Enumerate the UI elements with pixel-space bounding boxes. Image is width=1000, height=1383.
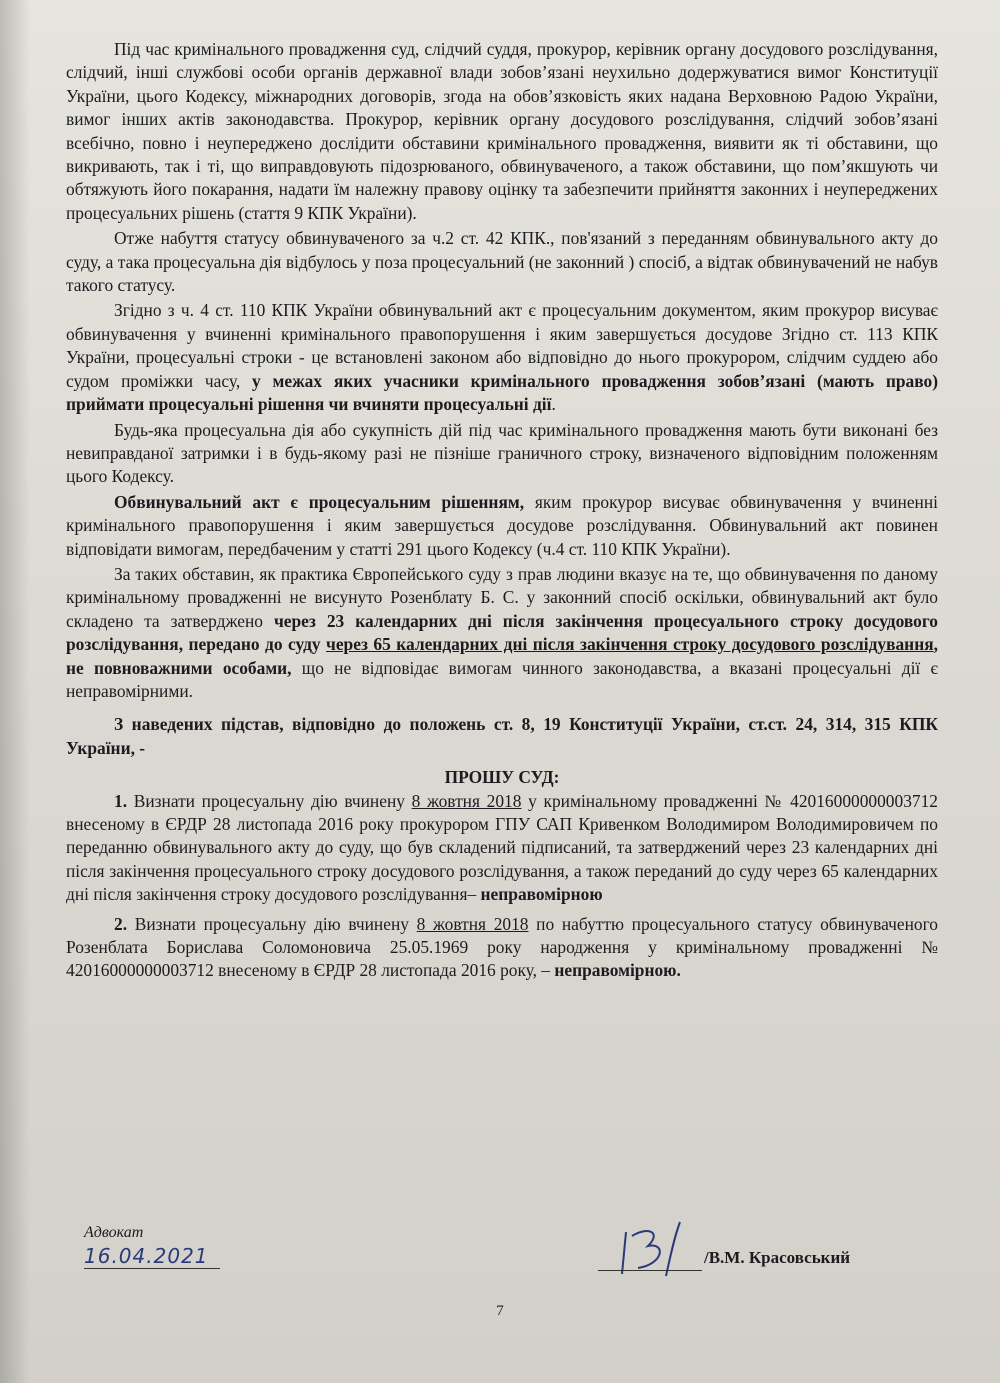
text-run: неправомірною. bbox=[554, 960, 681, 981]
text-run: Будь-яка процесуальна дія або сукупність дій під час кримінального провадження мають бути виконані без невиправданої затримки і в будь-якому разі не пізніше граничного строку, визначеного відповідним положенням цього Кодексу. bbox=[66, 419, 938, 487]
text-run: у кримінальному провадженні № 42016000000003712 внесеному в ЄРДР 28 листопада 2016 року прокурором ГПУ САП Кривенком Володимиром Володимировичем по переданню обвинувального акту до суду, що був складений підписаний, та затверджений через 23 календарних дні після закінчення процесуального строку досудового розслідування, а також переданий до суду через 65 календарних дні після закінчення строку досудового розслідування– bbox=[66, 790, 938, 905]
paragraph bbox=[66, 227, 938, 297]
paragraph bbox=[66, 299, 938, 416]
document-body bbox=[66, 38, 938, 983]
text-run: Визнати процесуальну дію вчинену bbox=[127, 790, 412, 811]
text-run: Обвинувальний акт є процесуальним рішенням, bbox=[114, 491, 525, 512]
page-number: 7 bbox=[496, 1303, 504, 1319]
text-run: через 23 календарних дні після закінчення процесуального строку досудового розслідування, передано до суду bbox=[66, 610, 938, 655]
signature-line bbox=[598, 1270, 702, 1271]
text-run: Під час кримінального провадження суд, слідчий суддя, прокурор, керівник органу досудового розслідування, слідчий, інші службові особи органів державної влади зобов’язані неухильно додержуватися вимог Конституції України, цього Кодексу, міжнародних договорів, згода на обов’язковість яких надана Верховною Радою України, вимог інших актів законодавства. Прокурор, керівник органу досудового розслідування, слідчий зобов’язані всебічно, повно і неупереджено дослідити обставини кримінального провадження, виявити як ті обставини, що викривають, так і ті, що виправдовують підозрюваного, обвинуваченого, а також обставини, що пом’якшують чи обтяжують його покарання, надати їм належну правову оцінку та забезпечити прийняття законних і неупереджених процесуальних рішень (стаття 9 КПК України). bbox=[66, 39, 938, 223]
paragraph bbox=[66, 419, 938, 489]
request-item bbox=[66, 790, 938, 907]
text-run: , не повноважними особами, bbox=[66, 634, 938, 678]
text-run: Визнати процесуальну дію вчинену bbox=[127, 913, 417, 934]
handwritten-date: 16.04.2021 bbox=[84, 1244, 220, 1269]
text-run: 2. bbox=[114, 913, 128, 934]
paragraph bbox=[66, 563, 938, 703]
paragraph bbox=[66, 713, 938, 760]
text-run: Згідно з ч. 4 ст. 110 КПК України обвинувальний акт є процесуальним документом, яким прокурор висуває обвинувачення у вчиненні кримінального правопорушення і яким завершується досудове Згідно ст. 113 КПК України, процесуальні строки - це встановлені законом або відповідно до нього прокурором, слідчим суддею або судом проміжки часу, bbox=[66, 300, 938, 391]
text-run: З наведених підстав, відповідно до положень ст. 8, 19 Конституції України, ст.ст. 24, 314, 315 КПК України, - bbox=[66, 714, 938, 758]
signer-name: /В.М. Красовський bbox=[704, 1248, 851, 1267]
signature-icon bbox=[592, 1218, 708, 1278]
text-run: За таких обставин, як практика Європейського суду з прав людини вказує на те, що обвинувачення по даному кримінальному провадженні не висунуто Розенблату Б. С. у законний спосіб оскільки, обвинувальний акт було складено та затверджено bbox=[66, 563, 938, 631]
text-run: яким прокурор висуває обвинувачення у вчиненні кримінального правопорушення і яким завершується досудове розслідування. Обвинувальний акт повинен відповідати вимогам, передбаченим у статті 291 цього Кодексу (ч.4 ст. 110 КПК України). bbox=[66, 491, 939, 559]
request-item bbox=[66, 913, 938, 983]
text-run: . bbox=[551, 394, 556, 415]
text-run: 8 жовтня 2018 bbox=[411, 790, 522, 811]
text-run: Отже набуття статусу обвинуваченого за ч.2 ст. 42 КПК., пов'язаний з переданням обвинувального актy до суду, а така процесуальна дія відбулось у поза процесуальний (не законний ) спосіб, а відтак обвинувачений не набув такого статусу. bbox=[66, 228, 938, 296]
paragraph bbox=[66, 38, 938, 225]
request-heading: ПРОШУ СУД: bbox=[444, 767, 560, 788]
advocate-label: Адвокат bbox=[84, 1224, 144, 1241]
text-run: 8 жовтня 2018 bbox=[416, 913, 529, 934]
paragraph bbox=[66, 491, 938, 561]
text-run: по набуттю процесуального статусу обвинуваченого Розенблата Борислава Соломоновича 25.05.1969 року народження у кримінальному провадженні № 42016000000003712 внесеному в ЄРДР 28 листопада 2016 року, – bbox=[66, 913, 938, 981]
text-run: що не відповідає вимогам чинного законодавства, а вказані процесуальні дії є неправомірними. bbox=[66, 657, 938, 701]
text-run: у межах яких учасники кримінального провадження зобов’язані (мають право) приймати процесуальні рішення чи вчиняти процесуальні дії bbox=[66, 370, 938, 415]
text-run: неправомірною bbox=[480, 884, 603, 905]
text-run: через 65 календарних дні після закінчення строку досудового розслідування bbox=[326, 634, 934, 655]
text-run: 1. bbox=[114, 790, 128, 811]
